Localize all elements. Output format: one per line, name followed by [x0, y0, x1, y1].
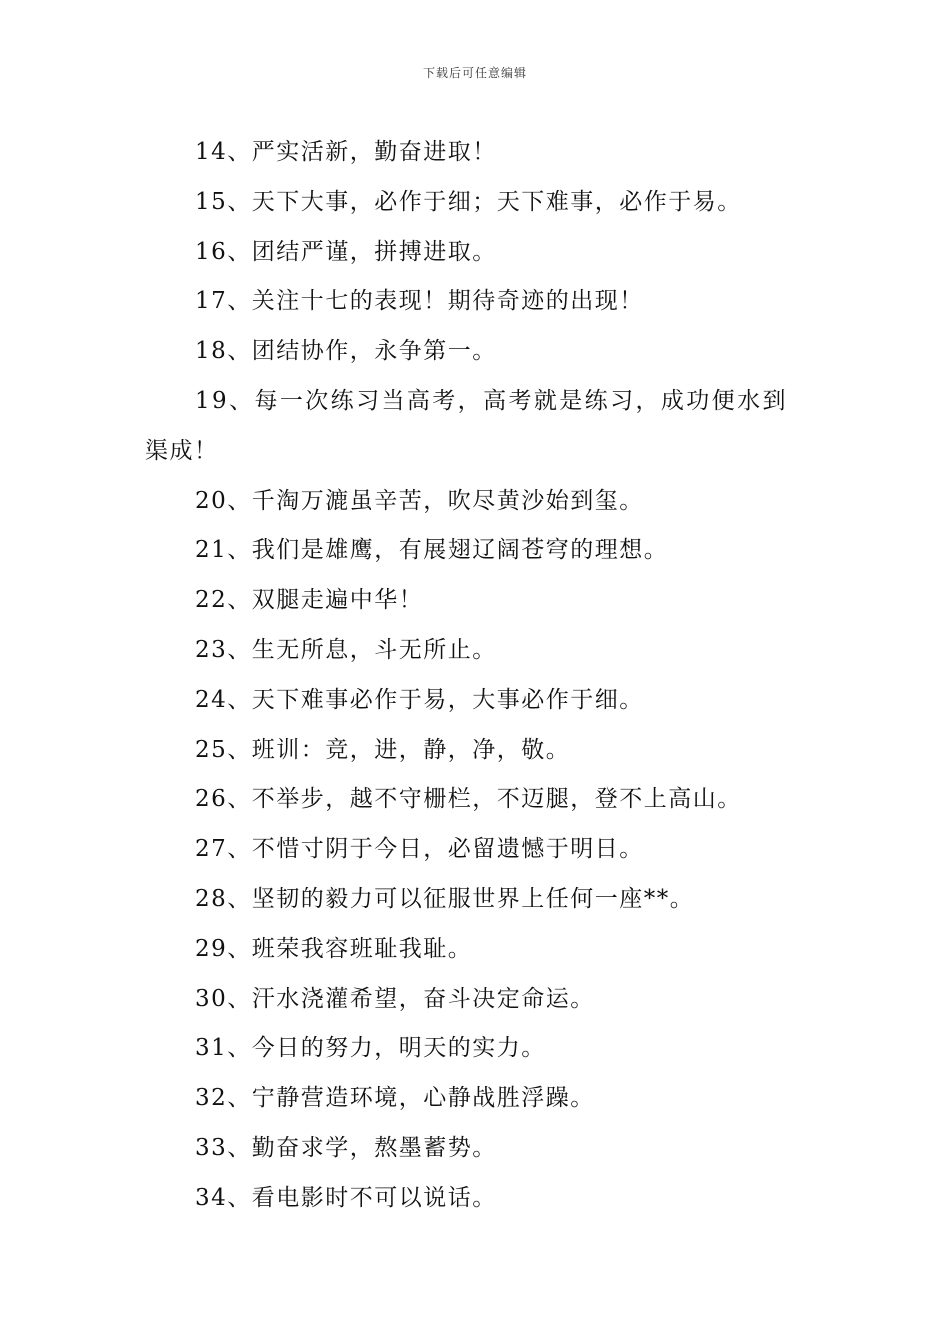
- slogan-line: 14、严实活新，勤奋进取！: [195, 139, 497, 165]
- slogan-line: 31、今日的努力，明天的实力。: [195, 1035, 546, 1062]
- slogan-line: 34、看电影时不可以说话。: [195, 1184, 497, 1211]
- slogan-line: 30、汗水浇灌希望，奋斗决定命运。: [195, 985, 595, 1012]
- slogan-line: 25、班训：竞，进，静，净，敬。: [195, 736, 571, 763]
- slogan-line: 29、班荣我容班耻我耻。: [195, 935, 473, 962]
- slogan-line: 20、千淘万漉虽辛苦，吹尽黄沙始到玺。: [195, 487, 644, 514]
- slogan-line: 18、团结协作，永争第一。: [195, 338, 497, 365]
- slogan-line: 16、团结严谨，拼搏进取。: [195, 238, 497, 265]
- slogan-line: 33、勤奋求学，熬墨蓄势。: [195, 1134, 497, 1161]
- slogan-line-continuation: 渠成！: [145, 437, 219, 464]
- slogan-line: 21、我们是雄鹰，有展翅辽阔苍穹的理想。: [195, 537, 669, 564]
- slogan-line: 27、不惜寸阴于今日，必留遗憾于明日。: [195, 836, 644, 863]
- slogan-line: 17、关注十七的表现！期待奇迹的出现！: [195, 288, 644, 315]
- slogan-line: 15、天下大事，必作于细；天下难事，必作于易。: [195, 188, 742, 215]
- slogan-line: 23、生无所息，斗无所止。: [195, 636, 497, 663]
- slogan-line: 22、双腿走遍中华！: [195, 587, 424, 614]
- slogan-line: 24、天下难事必作于易，大事必作于细。: [195, 686, 644, 713]
- slogan-line: 32、宁静营造环境，心静战胜浮躁。: [195, 1085, 595, 1112]
- slogan-list: [145, 128, 825, 1224]
- slogan-line: 28、坚韧的毅力可以征服世界上任何一座**。: [195, 885, 695, 912]
- slogan-line: 26、不举步，越不守栅栏，不迈腿，登不上高山。: [195, 786, 742, 813]
- header-note: 下载后可任意编辑: [422, 66, 527, 80]
- slogan-line: 19、每一次练习当高考，高考就是练习，成功便水到: [195, 387, 788, 414]
